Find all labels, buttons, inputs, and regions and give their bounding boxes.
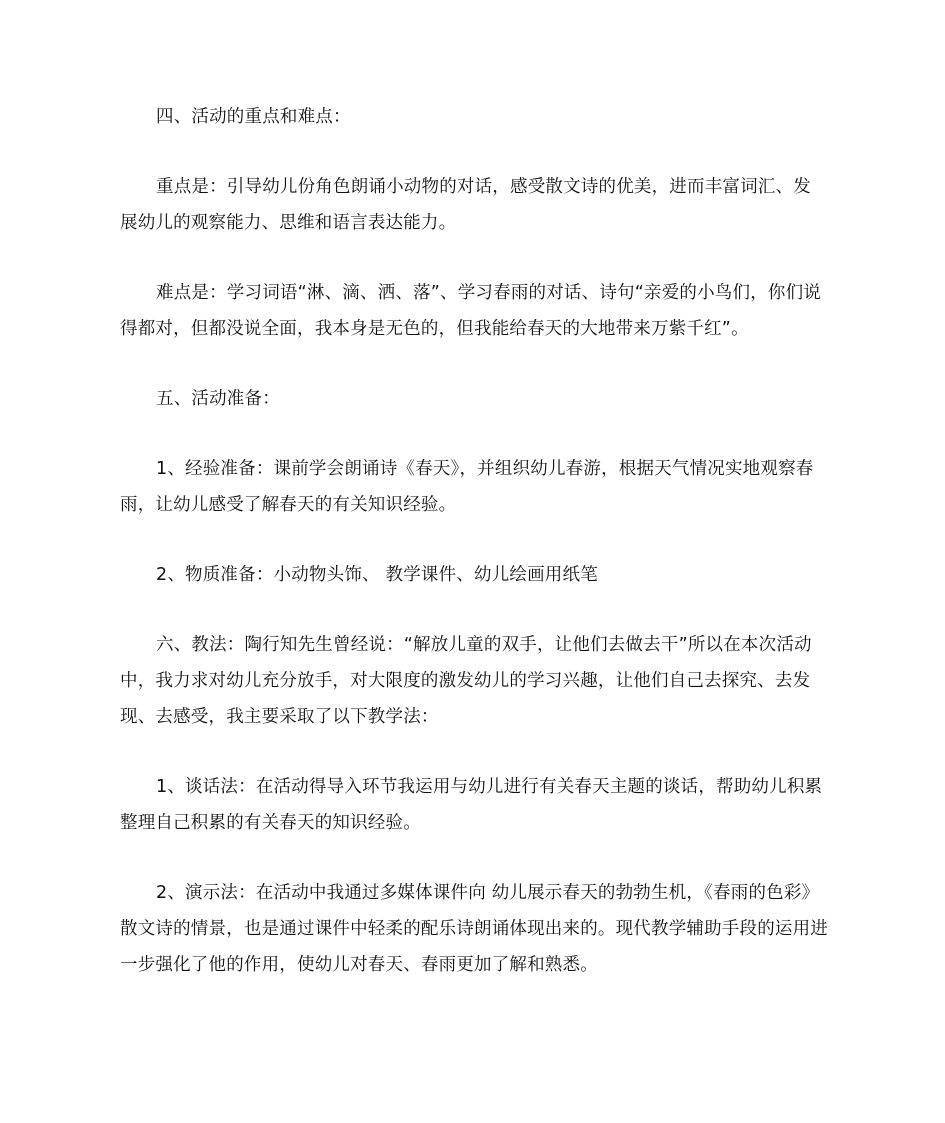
section-heading-key-points: 四、活动的重点和难点： — [156, 107, 351, 127]
section-heading-preparation: 五、活动准备： — [156, 389, 280, 409]
document-body — [120, 99, 828, 1017]
section-heading-teaching-method: 六、教法：陶行知先生曾经说：“解放儿童的双手，让他们去做去干”所以在本次活动中，我力求对幼儿充分放手，对大限度的激发幼儿的学习兴趣，让他们自己去探究、去发现、去感受，我主要采取了以下教学法： — [120, 635, 812, 727]
paragraph-key-point: 重点是：引导幼儿份角色朗诵小动物的对话，感受散文诗的优美，进而丰富词汇、发展幼儿的观察能力、思维和语言表达能力。 — [120, 177, 811, 233]
paragraph-demonstration-method: 2、演示法：在活动中我通过多媒体课件向 幼儿展示春天的勃勃生机，《春雨的色彩》散文诗的情景，也是通过课件中轻柔的配乐诗朗诵体现出来的。现代教学辅助手段的运用进一步强化了他的作用，使幼儿对春天、春雨更加了解和熟悉。 — [120, 883, 828, 975]
paragraph-material-preparation: 2、物质准备：小动物头饰、 教学课件、幼儿绘画用纸笔 — [156, 565, 598, 585]
paragraph-difficult-point: 难点是：学习词语“淋、滴、洒、落”、学习春雨的对话、诗句“亲爱的小鸟们，你们说得都对，但都没说全面，我本身是无色的，但我能给春天的大地带来万紫千红”。 — [120, 283, 821, 339]
paragraph-experience-preparation: 1、经验准备：课前学会朗诵诗《春天》，并组织幼儿春游，根据天气情况实地观察春雨，让幼儿感受了解春天的有关知识经验。 — [120, 459, 814, 515]
paragraph-conversation-method: 1、谈话法：在活动得导入环节我运用与幼儿进行有关春天主题的谈话，帮助幼儿积累整理自己积累的有关春天的知识经验。 — [120, 777, 823, 833]
